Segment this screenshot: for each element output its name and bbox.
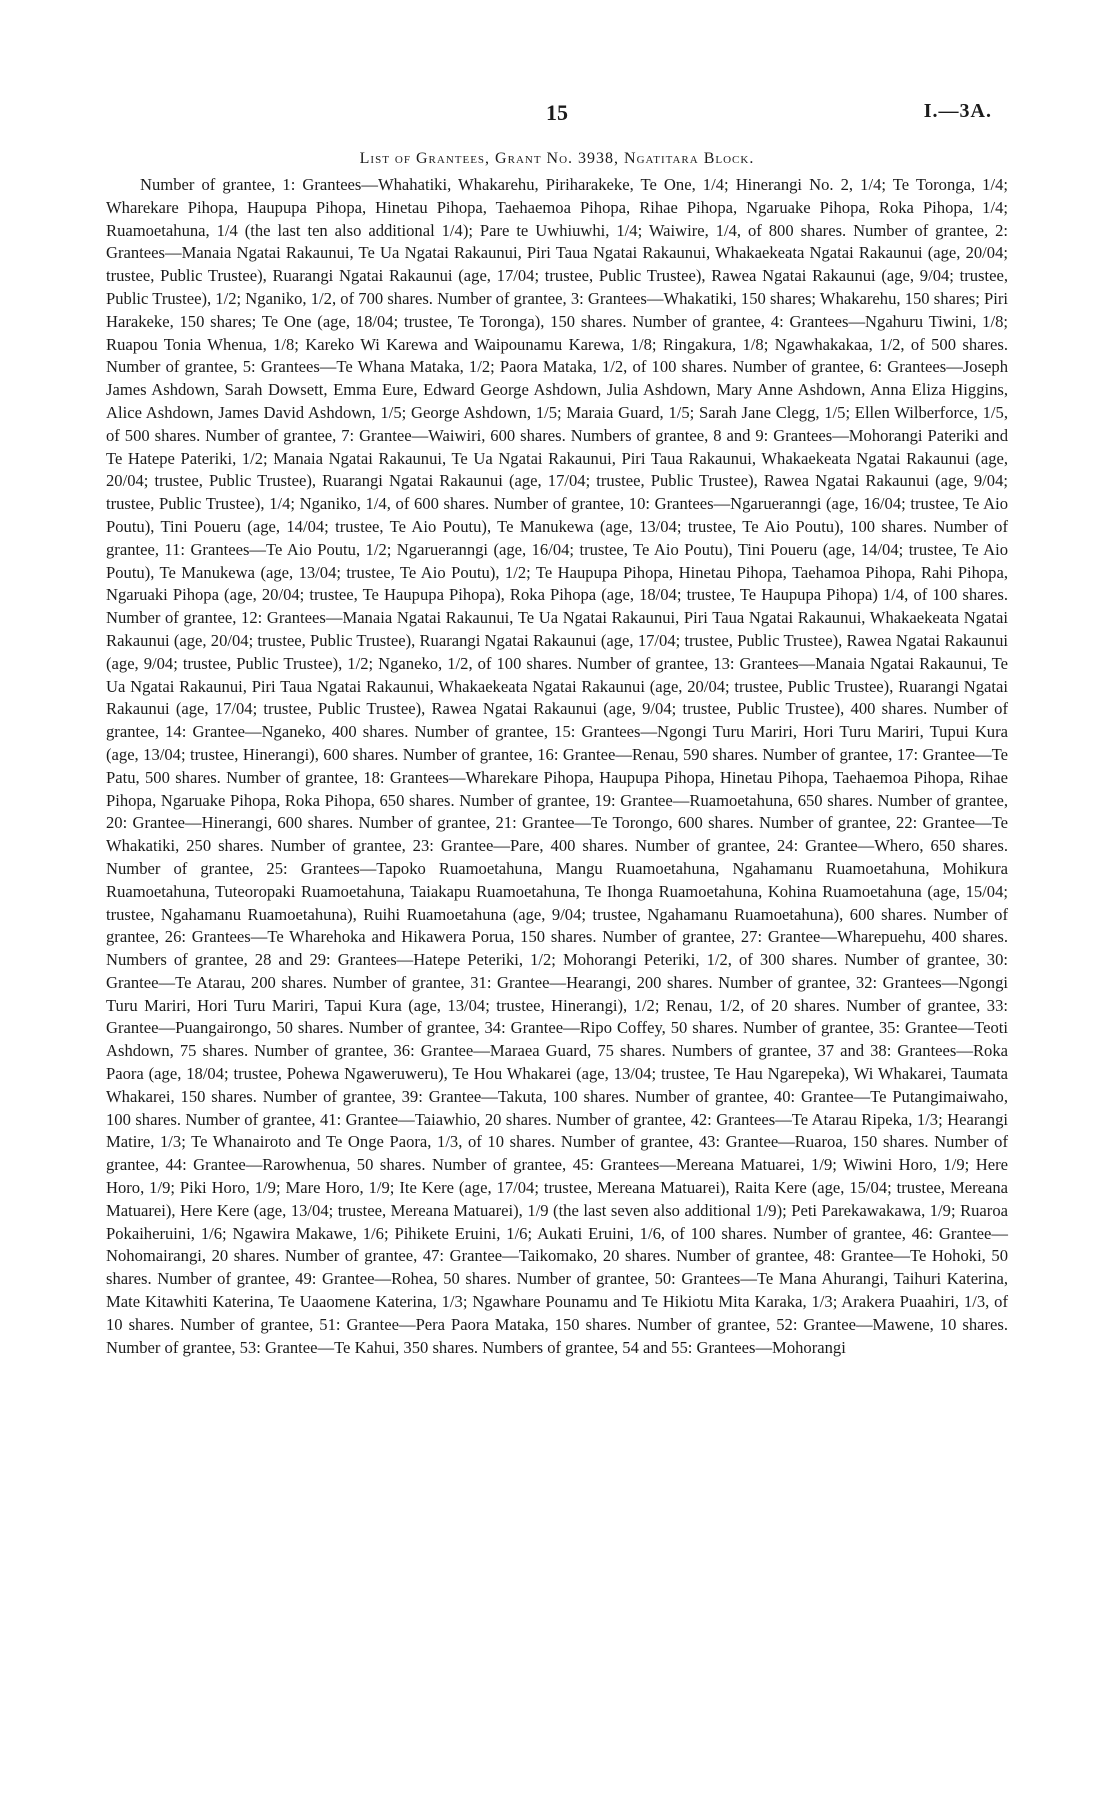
list-title: List of Grantees, Grant No. 3938, Ngatitara Block. xyxy=(359,150,755,167)
page-number: 15 xyxy=(546,100,568,125)
grantee-list-paragraph: Number of grantee, 1: Grantees—Whahatiki, Whakarehu, Piriharakeke, Te One, 1/4; Hinerangi No. 2, 1/4; Te Toronga, 1/4; Wharekare Pihopa, Haupupa Pihopa, Hinetau Pihopa, Taehaemoa Pihopa, Rihae Pihopa, Ngaruake Pihopa, Roka Pihopa, 1/4; Ruamoetahuna, 1/4 (the last ten also additional 1/4); Pare te Uwhiuwhi, 1/4; Waiwire, 1/4, of 800 shares. Number of grantee, 2: Grantees—Manaia Ngatai Rakaunui, Te Ua Ngatai Rakaunui, Piri Taua Ngatai Rakaunui, Whakaekeata Ngatai Rakaunui (age, 20/04; trustee, Public Trustee), Ruarangi Ngatai Rakaunui (age, 17/04; trustee, Public Trustee), Rawea Ngatai Rakaunui (age, 9/04; trustee, Public Trustee), 1/2; Nganiko, 1/2, of 700 shares. Number of grantee, 3: Grantees—Whakatiki, 150 shares; Whakarehu, 150 shares; Piri Harakeke, 150 shares; Te One (age, 18/04; trustee, Te Toronga), 150 shares. Number of grantee, 4: Grantees—Ngahuru Tiwini, 1/8; Ruapou Tonia Whenua, 1/8; Kareko Wi Karewa and Waipounamu Karewa, 1/8; Ringakura, 1/8; Ngawhakakaa, 1/2, of 500 shares. Number of grantee, 5: Grantees—Te Whana Mataka, 1/2; Paora Mataka, 1/2, of 100 shares. Number of grantee, 6: Grantees—Joseph James Ashdown, Sarah Dowsett, Emma Eure, Edward George Ashdown, Julia Ashdown, Mary Anne Ashdown, Anna Eliza Higgins, Alice Ashdown, James David Ashdown, 1/5; George Ashdown, 1/5; Maraia Guard, 1/5; Sarah Jane Clegg, 1/5; Ellen Wilberforce, 1/5, of 500 shares. Number of grantee, 7: Grantee—Waiwiri, 600 shares. Numbers of grantee, 8 and 9: Grantees—Mohorangi Pateriki and Te Hatepe Pateriki, 1/2; Manaia Ngatai Rakaunui, Te Ua Ngatai Rakaunui, Piri Taua Rakaunui, Whakaekeata Ngatai Rakaunui (age, 20/04; trustee, Public Trustee), Ruarangi Ngatai Rakaunui (age, 17/04; trustee, Public Trustee), Rawea Ngatai Rakaunui (age, 9/04; trustee, Public Trustee), 1/4; Nganiko, 1/4, of 600 shares. Number of grantee, 10: Grantees—Ngarueranngi (age, 16/04; trustee, Te Aio Poutu), Tini Poueru (age, 14/04; trustee, Te Aio Poutu), Te Manukewa (age, 13/04; trustee, Te Aio Poutu), 100 shares. Number of grantee, 11: Grantees—Te Aio Poutu, 1/2; Ngarueranngi (age, 16/04; trustee, Te Aio Poutu), Tini Poueru (age, 14/04; trustee, Te Aio Poutu), Te Manukewa (age, 13/04; trustee, Te Aio Poutu), 1/2; Te Haupupa Pihopa, Hinetau Pihopa, Taehamoa Pihopa, Rahi Pihopa, Ngaruaki Pihopa (age, 20/04; trustee, Te Haupupa Pihopa), Roka Pihopa (age, 18/04; trustee, Te Haupupa Pihopa) 1/4, of 100 shares. Number of grantee, 12: Grantees—Manaia Ngatai Rakaunui, Te Ua Ngatai Rakaunui, Piri Taua Ngatai Rakaunui, Whakaekeata Ngatai Rakaunui (age, 20/04; trustee, Public Trustee), Ruarangi Ngatai Rakaunui (age, 17/04; trustee, Public Trustee), Rawea Ngatai Rakaunui (age, 9/04; trustee, Public Trustee), 1/2; Nganeko, 1/2, of 100 shares. Number of grantee, 13: Grantees—Manaia Ngatai Rakaunui, Te Ua Ngatai Rakaunui, Piri Taua Ngatai Rakaunui, Whakaekeata Ngatai Rakaunui (age, 20/04; trustee, Public Trustee), Ruarangi Ngatai Rakaunui (age, 17/04; trustee, Public Trustee), Rawea Ngatai Rakaunui (age, 9/04; trustee, Public Trustee), 400 shares. Number of grantee, 14: Grantee—Nganeko, 400 shares. Number of grantee, 15: Grantees—Ngongi Turu Mariri, Hori Turu Mariri, Tupui Kura (age, 13/04; trustee, Hinerangi), 600 shares. Number of grantee, 16: Grantee—Renau, 590 shares. Number of grantee, 17: Grantee—Te Patu, 500 shares. Number of grantee, 18: Grantees—Wharekare Pihopa, Haupupa Pihopa, Hinetau Pihopa, Taehaemoa Pihopa, Rihae Pihopa, Ngaruake Pihopa, Roka Pihopa, 650 shares. Number of grantee, 19: Grantee—Ruamoetahuna, 650 shares. Number of grantee, 20: Grantee—Hinerangi, 600 shares. Number of grantee, 21: Grantee—Te Torongo, 600 shares. Number of grantee, 22: Grantee—Te Whakatiki, 250 shares. Number of grantee, 23: Grantee—Pare, 400 shares. Number of grantee, 24: Grantee—Whero, 650 shares. Number of grantee, 25: Grantees—Tapoko Ruamoetahuna, Mangu Ruamoetahuna, Ngahamanu Ruamoetahuna, Mohikura Ruamoetahuna, Tuteoropaki Ruamoetahuna, Taiakapu Ruamoetahuna, Te Ihonga Ruamoetahuna, Kohina Ruamoetahuna (age, 15/04; trustee, Ngahamanu Ruamoetahuna), Ruihi Ruamoetahuna (age, 9/04; trustee, Ngahamanu Ruamoetahuna), 600 shares. Number of grantee, 26: Grantees—Te Wharehoka and Hikawera Porua, 150 shares. Number of grantee, 27: Grantee—Wharepuehu, 400 shares. Numbers of grantee, 28 and 29: Grantees—Hatepe Peteriki, 1/2; Mohorangi Peteriki, 1/2, of 300 shares. Number of grantee, 30: Grantee—Te Atarau, 200 shares. Number of grantee, 31: Grantee—Hearangi, 200 shares. Number of grantee, 32: Grantees—Ngongi Turu Mariri, Hori Turu Mariri, Tapui Kura (age, 13/04; trustee, Hinerangi), 1/2; Renau, 1/2, of 20 shares. Number of grantee, 33: Grantee—Puangairongo, 50 shares. Number of grantee, 34: Grantee—Ripo Coffey, 50 shares. Number of grantee, 35: Grantee—Teoti Ashdown, 75 shares. Number of grantee, 36: Grantee—Maraea Guard, 75 shares. Numbers of grantee, 37 and 38: Grantees—Roka Paora (age, 18/04; trustee, Pohewa Ngaweruweru), Te Hou Whakarei (age, 13/04; trustee, Te Hau Ngarepeka), Wi Whakarei, Taumata Whakarei, 150 shares. Number of grantee, 39: Grantee—Takuta, 100 shares. Number of grantee, 40: Grantee—Te Putangimaiwaho, 100 shares. Number of grantee, 41: Grantee—Taiawhio, 20 shares. Number of grantee, 42: Grantees—Te Atarau Ripeka, 1/3; Hearangi Matire, 1/3; Te Whanairoto and Te Onge Paora, 1/3, of 10 shares. Number of grantee, 43: Grantee—Ruaroa, 150 shares. Number of grantee, 44: Grantee—Rarowhenua, 50 shares. Number of grantee, 45: Grantees—Mereana Matuarei, 1/9; Wiwini Horo, 1/9; Here Horo, 1/9; Piki Horo, 1/9; Mare Horo, 1/9; Ite Kere (age, 17/04; trustee, Mereana Matuarei), Raita Kere (age, 15/04; trustee, Mereana Matuarei), Here Kere (age, 13/04; trustee, Mereana Matuarei), 1/9 (the last seven also additional 1/9); Peti Parekawakawa, 1/9; Ruaroa Pokaiheruini, 1/6; Ngawira Makawe, 1/6; Pihikete Eruini, 1/6; Aukati Eruini, 1/6, of 100 shares. Number of grantee, 46: Grantee—Nohomairangi, 20 shares. Number of grantee, 47: Grantee—Taikomako, 20 shares. Number of grantee, 48: Grantee—Te Hohoki, 50 shares. Number of grantee, 49: Grantee—Rohea, 50 shares. Number of grantee, 50: Grantees—Te Mana Ahurangi, Taihuri Katerina, Mate Kitawhiti Katerina, Te Uaaomene Katerina, 1/3; Ngawhare Pounamu and Te Hikiotu Mita Karaka, 1/3; Arakera Puaahiri, 1/3, of 10 shares. Number of grantee, 51: Grantee—Pera Paora Mataka, 150 shares. Number of grantee, 52: Grantee—Mawene, 10 shares. Number of grantee, 53: Grantee—Te Kahui, 350 shares. Numbers of grantee, 54 and 55: Grantees—Mohorangi xyxy=(106,175,1008,1357)
document-reference: I.—3A. xyxy=(923,100,992,122)
